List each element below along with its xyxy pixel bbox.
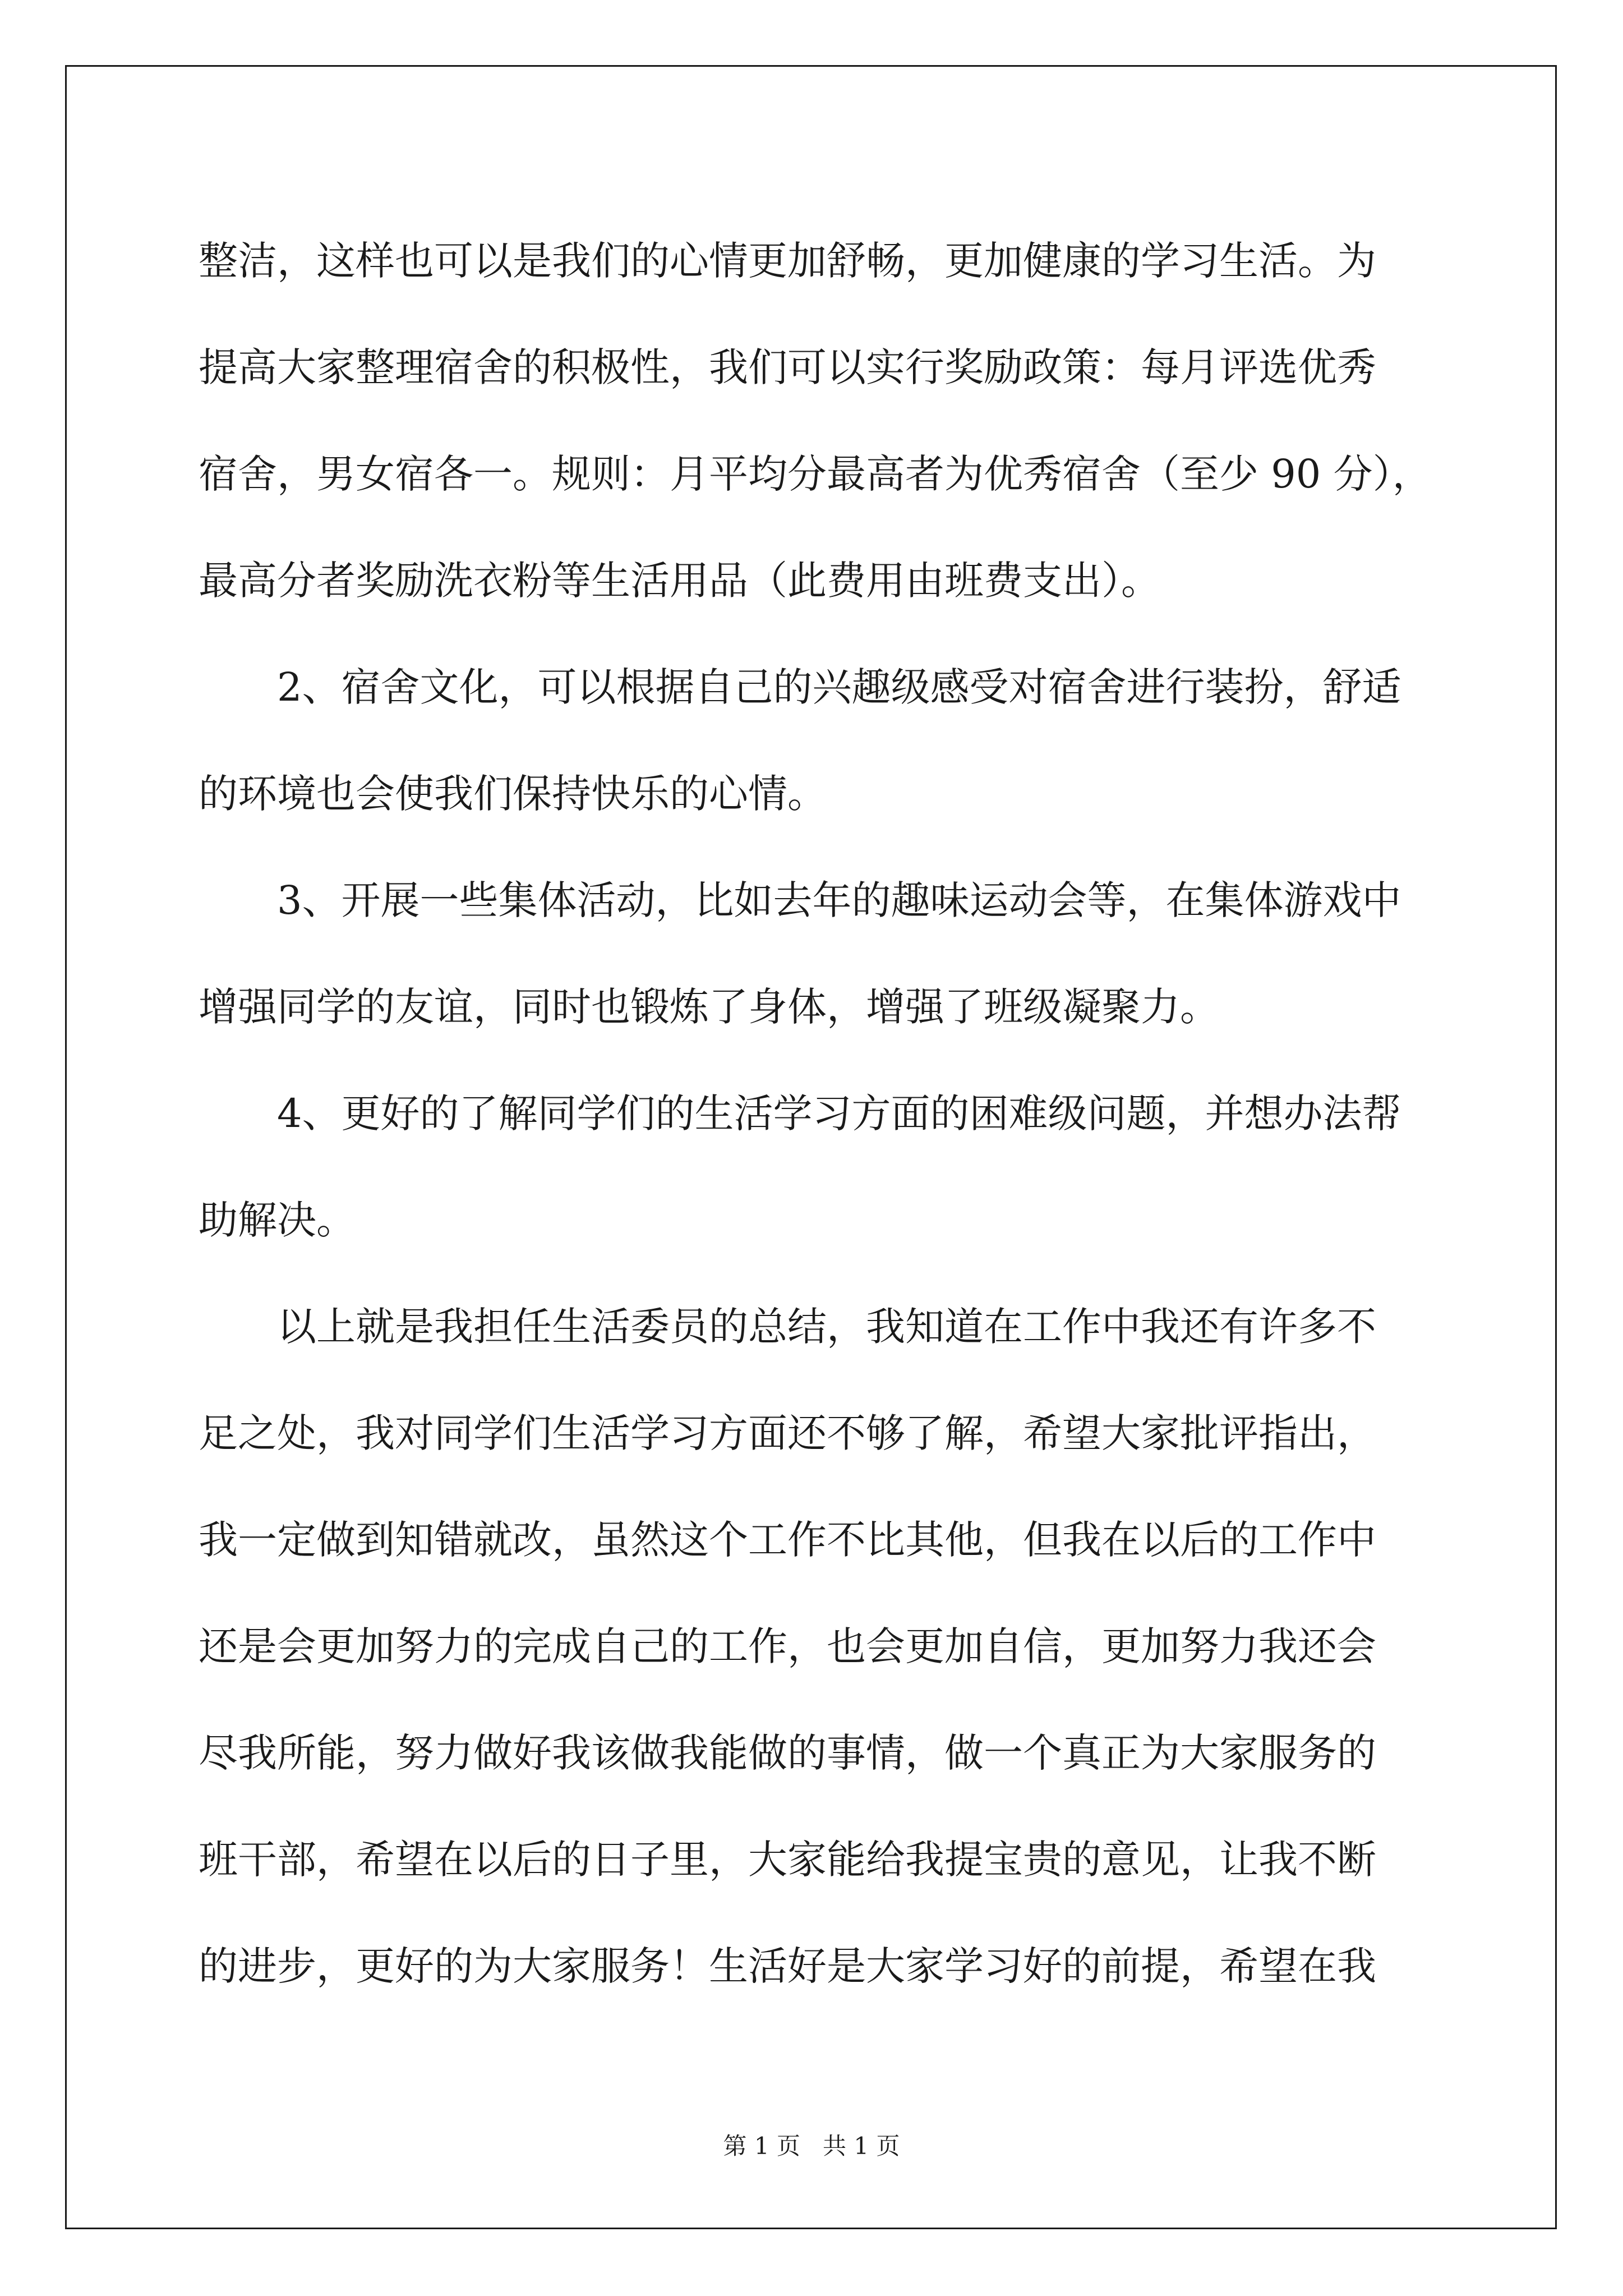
footer-separator — [800, 2132, 823, 2160]
paragraph — [199, 634, 1432, 847]
text-line: 的环境也会使我们保持快乐的心情。 — [199, 771, 827, 817]
page-footer — [0, 2129, 1623, 2163]
text-line: 整洁，这样也可以是我们的心情更加舒畅，更加健康的学习生活。为 — [199, 238, 1376, 284]
text-line: 3、开展一些集体活动，比如去年的趣味运动会等，在集体游戏中 — [277, 877, 1401, 923]
paragraph — [199, 1060, 1432, 1273]
text-line: 足之处，我对同学们生活学习方面还不够了解，希望大家批评指出， — [199, 1410, 1376, 1456]
text-line: 还是会更加努力的完成自己的工作，也会更加自信，更加努力我还会 — [199, 1623, 1376, 1669]
text-line: 的进步，更好的为大家服务！生活好是大家学习好的前提，希望在我 — [199, 1943, 1376, 1989]
text-line: 4、更好的了解同学们的生活学习方面的困难级问题，并想办法帮 — [277, 1091, 1401, 1137]
paragraph — [199, 208, 1432, 634]
text-line: 助解决。 — [199, 1197, 356, 1243]
paragraph — [199, 847, 1432, 1060]
text-line: 以上就是我担任生活委员的总结，我知道在工作中我还有许多不 — [277, 1304, 1376, 1350]
text-line: 2、宿舍文化，可以根据自己的兴趣级感受对宿舍进行装扮，舒适 — [277, 664, 1401, 710]
text-line: 尽我所能，努力做好我该做我能做的事情，做一个真正为大家服务的 — [199, 1730, 1376, 1776]
text-line: 班干部，希望在以后的日子里，大家能给我提宝贵的意见，让我不断 — [199, 1837, 1376, 1883]
page-total: 共 1 页 — [823, 2132, 900, 2160]
document-body — [199, 208, 1432, 2019]
text-line: 最高分者奖励洗衣粉等生活用品（此费用由班费支出）。 — [199, 558, 1160, 604]
page-number: 第 1 页 — [723, 2132, 800, 2160]
text-line: 提高大家整理宿舍的积极性，我们可以实行奖励政策：每月评选优秀 — [199, 344, 1376, 390]
text-line: 我一定做到知错就改，虽然这个工作不比其他，但我在以后的工作中 — [199, 1517, 1376, 1563]
text-line: 宿舍，男女宿各一。规则：月平均分最高者为优秀宿舍（至少 90 分）， — [199, 451, 1432, 497]
text-line: 增强同学的友谊，同时也锻炼了身体，增强了班级凝聚力。 — [199, 984, 1219, 1030]
paragraph — [199, 1273, 1432, 2019]
